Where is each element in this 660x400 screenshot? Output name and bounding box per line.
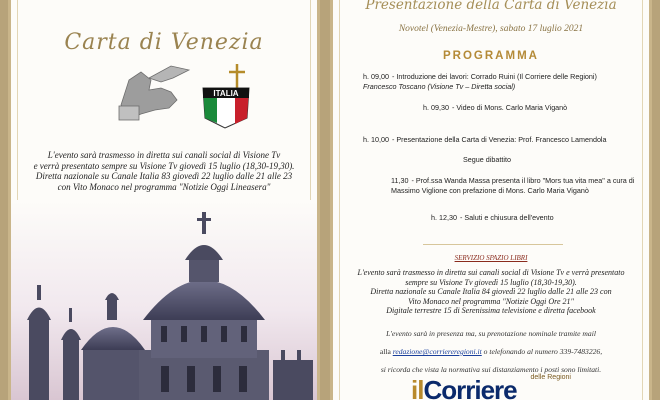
program-item (431, 213, 554, 222)
program-text: Francesco Toscano (Visione Tv – Diretta social) (363, 82, 516, 91)
logo-il: il (411, 375, 424, 400)
logo-subtitle: delle Regioni (530, 374, 571, 381)
alla-word: alla (379, 347, 393, 356)
presence-note: L'evento sarà in presenza ma, su prenotazione nominale tramite mail (386, 329, 596, 338)
program-item (391, 186, 589, 195)
event-location-date: Novotel (Venezia-Mestre), sabato 17 luglio 2021 (398, 24, 584, 34)
libri-service-label: SERVIZIO SPAZIO LIBRI (454, 254, 528, 262)
program-time: h. 09,30 (423, 103, 449, 112)
broadcast-line: sempre su Visione Tv giovedì 15 luglio (18,30-19,30). (405, 277, 577, 287)
broadcast-line: L'evento sarà trasmesso in diretta sui canali social di Visione Tv e verrà presentato (357, 268, 625, 277)
logo-corriere: Corriere (423, 375, 517, 400)
intro-line: Diretta nazionale su Canale Italia 83 giovedì 22 luglio dalle 21 alle 23 (35, 171, 293, 181)
booking-notes (345, 325, 637, 379)
carta-title: Carta di Venezia (64, 30, 264, 55)
broadcast-line: Vito Monaco nel programma "Notizie Oggi Ore 21" (408, 296, 574, 306)
program-heading: PROGRAMMA (443, 50, 539, 62)
broadcast-line: Digitale terrestre 15 di Serenissima televisione e diretta facebook (386, 306, 596, 316)
intro-line: e verrà presentato sempre su Visione Tv giovedì 15 luglio (18,30-19,30). (33, 160, 295, 171)
program-text: - Video di Mons. Carlo Maria Viganò (451, 103, 568, 112)
email-link[interactable]: redazione@corriereregioni.it (392, 347, 482, 356)
cross-icon (229, 64, 245, 90)
broadcast-line: Diretta nazionale su Canale Italia 84 giovedì 22 luglio dalle 21 alle 23 con (370, 287, 612, 297)
right-panel (330, 0, 652, 400)
program-item (363, 72, 597, 81)
contact-line (345, 343, 637, 361)
basilica-image (11, 200, 320, 400)
divider (423, 244, 563, 245)
intro-line: con Vito Monaco nel programma "Notizie Oggi Lineasera" (57, 181, 271, 192)
program-text: Massimo Viglione con prefazione di Mons. Carlo Maria Viganò (391, 186, 589, 195)
flag-label: ITALIA (213, 89, 239, 98)
program-time: h. 10,00 (363, 135, 389, 144)
italy-flag-shield (203, 88, 249, 128)
left-panel (8, 0, 320, 400)
presentation-title: Presentazione della Carta di Venezia (365, 0, 617, 13)
program-item (363, 135, 607, 144)
program-item (391, 176, 634, 185)
program-time: 11,30 (391, 176, 409, 185)
program-item (463, 155, 511, 164)
program-text: Segue dibattito (463, 155, 511, 164)
program-text: - Introduzione dei lavori: Corrado Ruini (Il Corriere delle Regioni) (391, 72, 597, 81)
winged-lion-icon (119, 66, 189, 120)
program-time: h. 09,00 (363, 72, 389, 81)
broadcast-info (345, 268, 637, 316)
lion-flag-emblem (111, 60, 261, 130)
program-item (363, 82, 515, 91)
distance-note: si ricorda che vista la normativa sui distanziamento i posti sono limitati. (380, 365, 602, 374)
phone-text: o telefonando al numero 339-7483226, (483, 347, 603, 356)
intro-text (25, 150, 303, 192)
intro-line: L'evento sarà trasmesso in diretta sui canali social di Visione Tv (47, 150, 281, 160)
program-text: - Saluti e chiusura dell'evento (459, 213, 554, 222)
program-time: h. 12,30 (431, 213, 457, 222)
corriere-logo (411, 374, 591, 400)
program-text: - Presentazione della Carta di Venezia: Prof. Francesco Lamendola (391, 135, 607, 144)
program-item (423, 103, 567, 112)
program-text: - Prof.ssa Wanda Massa presenta il libro "Mors tua vita mea" a cura di (411, 176, 635, 185)
logo-wordmark (411, 375, 517, 400)
